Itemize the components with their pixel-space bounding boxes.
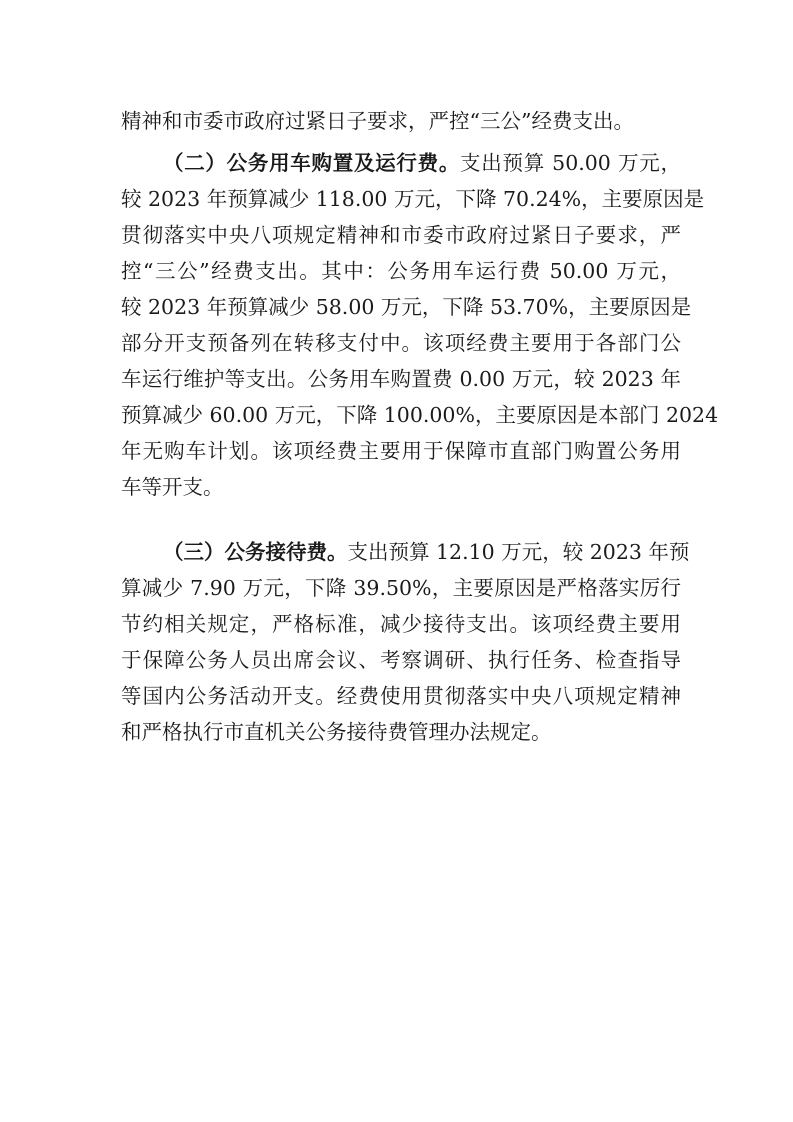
paragraph-line: 贯彻落实中央八项规定精神和市委市政府过紧日子要求，严	[121, 223, 681, 247]
paragraph-text: 支出预算 50.00 万元，	[460, 151, 681, 175]
paragraph-line: 精神和市委市政府过紧日子要求，严控“三公”经费支出。	[121, 109, 634, 133]
paragraph-line: 车运行维护等支出。公务用车购置费 0.00 万元，较 2023 年	[121, 367, 681, 391]
paragraph-line: 较 2023 年预算减少 118.00 万元，下降 70.24%，主要原因是	[121, 187, 705, 211]
paragraph-line: 较 2023 年预算减少 58.00 万元，下降 53.70%，主要原因是	[121, 295, 692, 319]
section-vehicle-first-line	[163, 145, 681, 181]
paragraph-line: 预算减少 60.00 万元，下降 100.00%，主要原因是本部门 2024	[121, 403, 719, 427]
paragraph-line: 于保障公务人员出席会议、考察调研、执行任务、检查指导	[121, 648, 681, 672]
paragraph-line: 等国内公务活动开支。经费使用贯彻落实中央八项规定精神	[121, 684, 681, 708]
paragraph-line: 节约相关规定，严格标准，减少接待支出。该项经费主要用	[121, 612, 681, 636]
paragraph-line: 和严格执行市直机关公务接待费管理办法规定。	[121, 720, 552, 744]
paragraph-line: 车等开支。	[121, 475, 224, 499]
paragraph-text: 支出预算 12.10 万元，较 2023 年预	[347, 540, 690, 564]
paragraph-line: 部分开支预备列在转移支付中。该项经费主要用于各部门公	[121, 331, 681, 355]
section-heading-vehicle: （二）公务用车购置及运行费。	[163, 151, 461, 175]
paragraph-line: 算减少 7.90 万元，下降 39.50%，主要原因是严格落实厉行	[121, 576, 681, 600]
section-reception-first-line	[163, 534, 690, 570]
section-heading-reception: （三）公务接待费。	[163, 540, 348, 564]
paragraph-line: 控“三公”经费支出。其中：公务用车运行费 50.00 万元，	[121, 259, 681, 283]
paragraph-line: 年无购车计划。该项经费主要用于保障市直部门购置公务用	[121, 439, 681, 463]
